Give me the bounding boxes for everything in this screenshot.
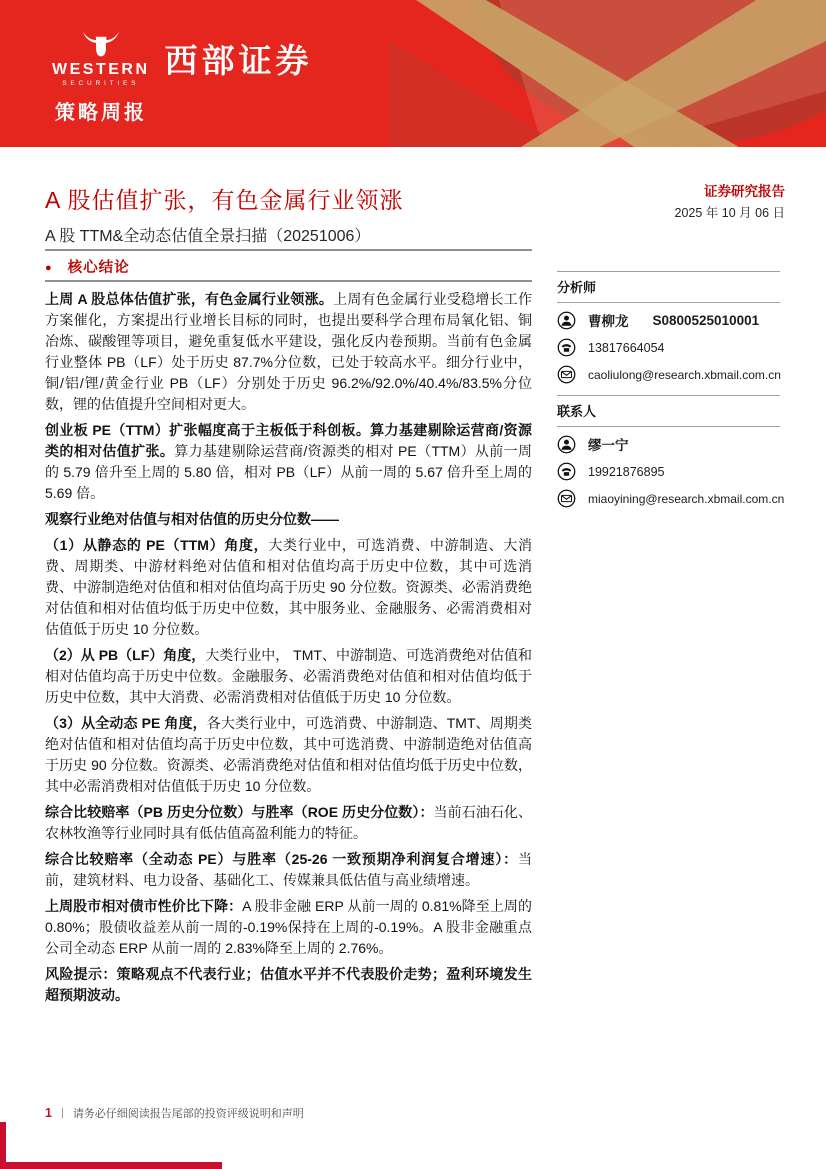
body-paragraph xyxy=(45,645,532,708)
person-icon xyxy=(557,435,576,454)
header-banner xyxy=(0,0,826,147)
body-paragraph xyxy=(45,509,532,530)
body-paragraph xyxy=(45,713,532,797)
body-paragraph xyxy=(45,802,532,844)
paragraph-bold-lead: （2）从 PB（LF）角度， xyxy=(45,647,206,663)
contact-phone: 19921876895 xyxy=(588,464,665,479)
paragraph-bold-lead: 创业板 PE（TTM）扩张幅度高于主板低于科创板。算力基建剔除运营商/资源类的相对估值扩张。 xyxy=(45,422,532,459)
logo-en-block xyxy=(52,30,150,88)
analyst-email-row xyxy=(557,365,780,384)
paragraph-text: 大类行业中，可选消费、中游制造、大消费、周期类、中游材料绝对估值和相对估值均高于历史中位数，其中可选消费、中游制造绝对估值和相对估值均高于历史 90 分位数。资源类、必需消费绝对估值和相对估值均低于历史中位数，其中服务业、金融服务、必需消费相对估值低于历史 10 分位数。 xyxy=(45,537,532,637)
paragraph-bold-lead: 上周 A 股总体估值扩张，有色金属行业领涨。 xyxy=(45,291,334,307)
page-subtitle: A 股 TTM&全动态估值全景扫描（20251006） xyxy=(45,228,371,245)
phone-icon xyxy=(557,338,576,357)
contact-email-row xyxy=(557,489,785,508)
analyst-sidebar xyxy=(557,271,785,516)
bullet-icon: ● xyxy=(45,262,53,274)
section-heading-text: 核心结论 xyxy=(67,260,130,276)
paragraph-text: 当前，建筑材料、电力设备、基础化工、传媒兼具低估值与高业绩增速。 xyxy=(45,851,532,888)
corner-accent-horizontal xyxy=(0,1162,222,1169)
divider-below-section xyxy=(45,280,532,282)
brand-name-cn: 西部证券 xyxy=(164,42,313,80)
report-body xyxy=(45,289,532,1011)
email-icon xyxy=(557,489,576,508)
bull-icon xyxy=(79,30,123,57)
paragraph-text: 算力基建剔除运营商/资源类的相对 PE（TTM）从前一周的 5.79 倍升至上周的 5.80 倍，相对 PB（LF）从前一周的 5.67 倍升至上周的 5.69 倍。 xyxy=(45,443,532,501)
body-paragraph xyxy=(45,849,532,891)
footer-disclaimer: 请务必仔细阅读报告尾部的投资评级说明和声明 xyxy=(72,1108,304,1120)
paragraph-bold-lead: （1）从静态的 PE（TTM）角度， xyxy=(45,537,269,553)
body-paragraph xyxy=(45,964,532,1006)
company-logo xyxy=(52,30,313,88)
page-title: A 股估值扩张，有色金属行业领涨 xyxy=(45,187,404,213)
paragraph-bold-lead: 观察行业绝对估值与相对估值的历史分位数—— xyxy=(45,511,339,527)
analyst-phone: 13817664054 xyxy=(588,340,665,355)
paragraph-text: 上周有色金属行业受稳增长工作方案催化，方案提出行业增长目标的同时，也提出要科学合理布局氧化铝、铜冶炼、碳酸锂等项目，避免重复低水平建设，强化反内卷预期。当前有色金属行业整体 PB（LF）处于历史 87.7%分位数，已处于较高水平。细分行业中，铜/铝/锂/黄金行业 PB（LF）分别处于历史 96.2%/92.0%/40.4%/83.5%分位数，锂的估值提升空间相对更大。 xyxy=(45,291,533,412)
contact-phone-row xyxy=(557,462,780,481)
body-paragraph xyxy=(45,289,532,415)
analyst-name: 曹柳龙 xyxy=(588,314,629,329)
brand-name-en-sub: SECURITIES xyxy=(62,80,140,87)
phone-icon xyxy=(557,462,576,481)
analyst-email: caoliulong@research.xbmail.com.cn xyxy=(588,367,781,382)
analyst-cert-number: S0800525010001 xyxy=(652,312,760,328)
body-paragraph xyxy=(45,535,532,640)
body-paragraph xyxy=(45,896,532,959)
contact-email: miaoyining@research.xbmail.com.cn xyxy=(588,491,785,506)
paragraph-bold-lead: 综合比较赔率（PB 历史分位数）与胜率（ROE 历史分位数）： xyxy=(45,804,434,820)
analyst-heading: 分析师 xyxy=(557,280,597,295)
analyst-phone-row xyxy=(557,338,780,357)
report-type-label: 策略周报 xyxy=(55,102,147,124)
section-heading xyxy=(45,256,130,277)
contact-name-row xyxy=(557,434,780,454)
body-paragraph xyxy=(45,420,532,504)
brand-name-en: WESTERN xyxy=(52,61,150,78)
person-icon xyxy=(557,311,576,330)
paragraph-text: A 股非金融 ERP 从前一周的 0.81%降至上周的 0.80%；股债收益差从前一周的-0.19%保持在上周的-0.19%。A 股非金融重点公司全动态 ERP 从前一周的 2.83%降至上周的 2.76%。 xyxy=(45,898,532,956)
paragraph-bold-lead: 上周股市相对债市性价比下降： xyxy=(45,898,243,914)
contact-name: 缪一宁 xyxy=(588,438,629,453)
page-footer xyxy=(45,1105,304,1121)
sidebar-divider xyxy=(557,426,780,427)
paragraph-bold-lead: （3）从全动态 PE 角度， xyxy=(45,715,207,731)
footer-separator: | xyxy=(60,1107,64,1119)
paragraph-text: 各大类行业中，可选消费、中游制造、TMT、周期类绝对估值和相对估值均高于历史中位数，其中可选消费、中游制造绝对估值高于历史 90 分位数。资源类、必需消费绝对估值和相对估值均低于历史中位数，其中必需消费相对估值低于历史 10 分位数。 xyxy=(45,715,533,794)
contact-heading: 联系人 xyxy=(557,404,597,419)
paragraph-bold-lead: 综合比较赔率（全动态 PE）与胜率（25-26 一致预期净利润复合增速）： xyxy=(45,851,518,867)
paragraph-text: 当前石油石化、农林牧渔等行业同时具有低估值高盈利能力的特征。 xyxy=(45,804,533,841)
divider-above-section xyxy=(45,249,532,251)
report-date: 2025 年 10 月 06 日 xyxy=(674,206,785,220)
sidebar-divider xyxy=(557,302,780,303)
email-icon xyxy=(557,365,576,384)
paragraph-text: 大类行业中， TMT、中游制造、可选消费绝对估值和相对估值均高于历史中位数。金融服务、必需消费绝对估值和相对估值均低于历史中位数，其中大消费、必需消费相对估值低于历史 10 分位数。 xyxy=(45,647,532,705)
analyst-name-row xyxy=(557,310,780,330)
paragraph-bold-lead: 风险提示：策略观点不代表行业；估值水平并不代表股价走势；盈利环境发生超预期波动。 xyxy=(45,966,532,1003)
page-number: 1 xyxy=(45,1106,52,1120)
research-report-label: 证券研究报告 xyxy=(704,184,785,199)
